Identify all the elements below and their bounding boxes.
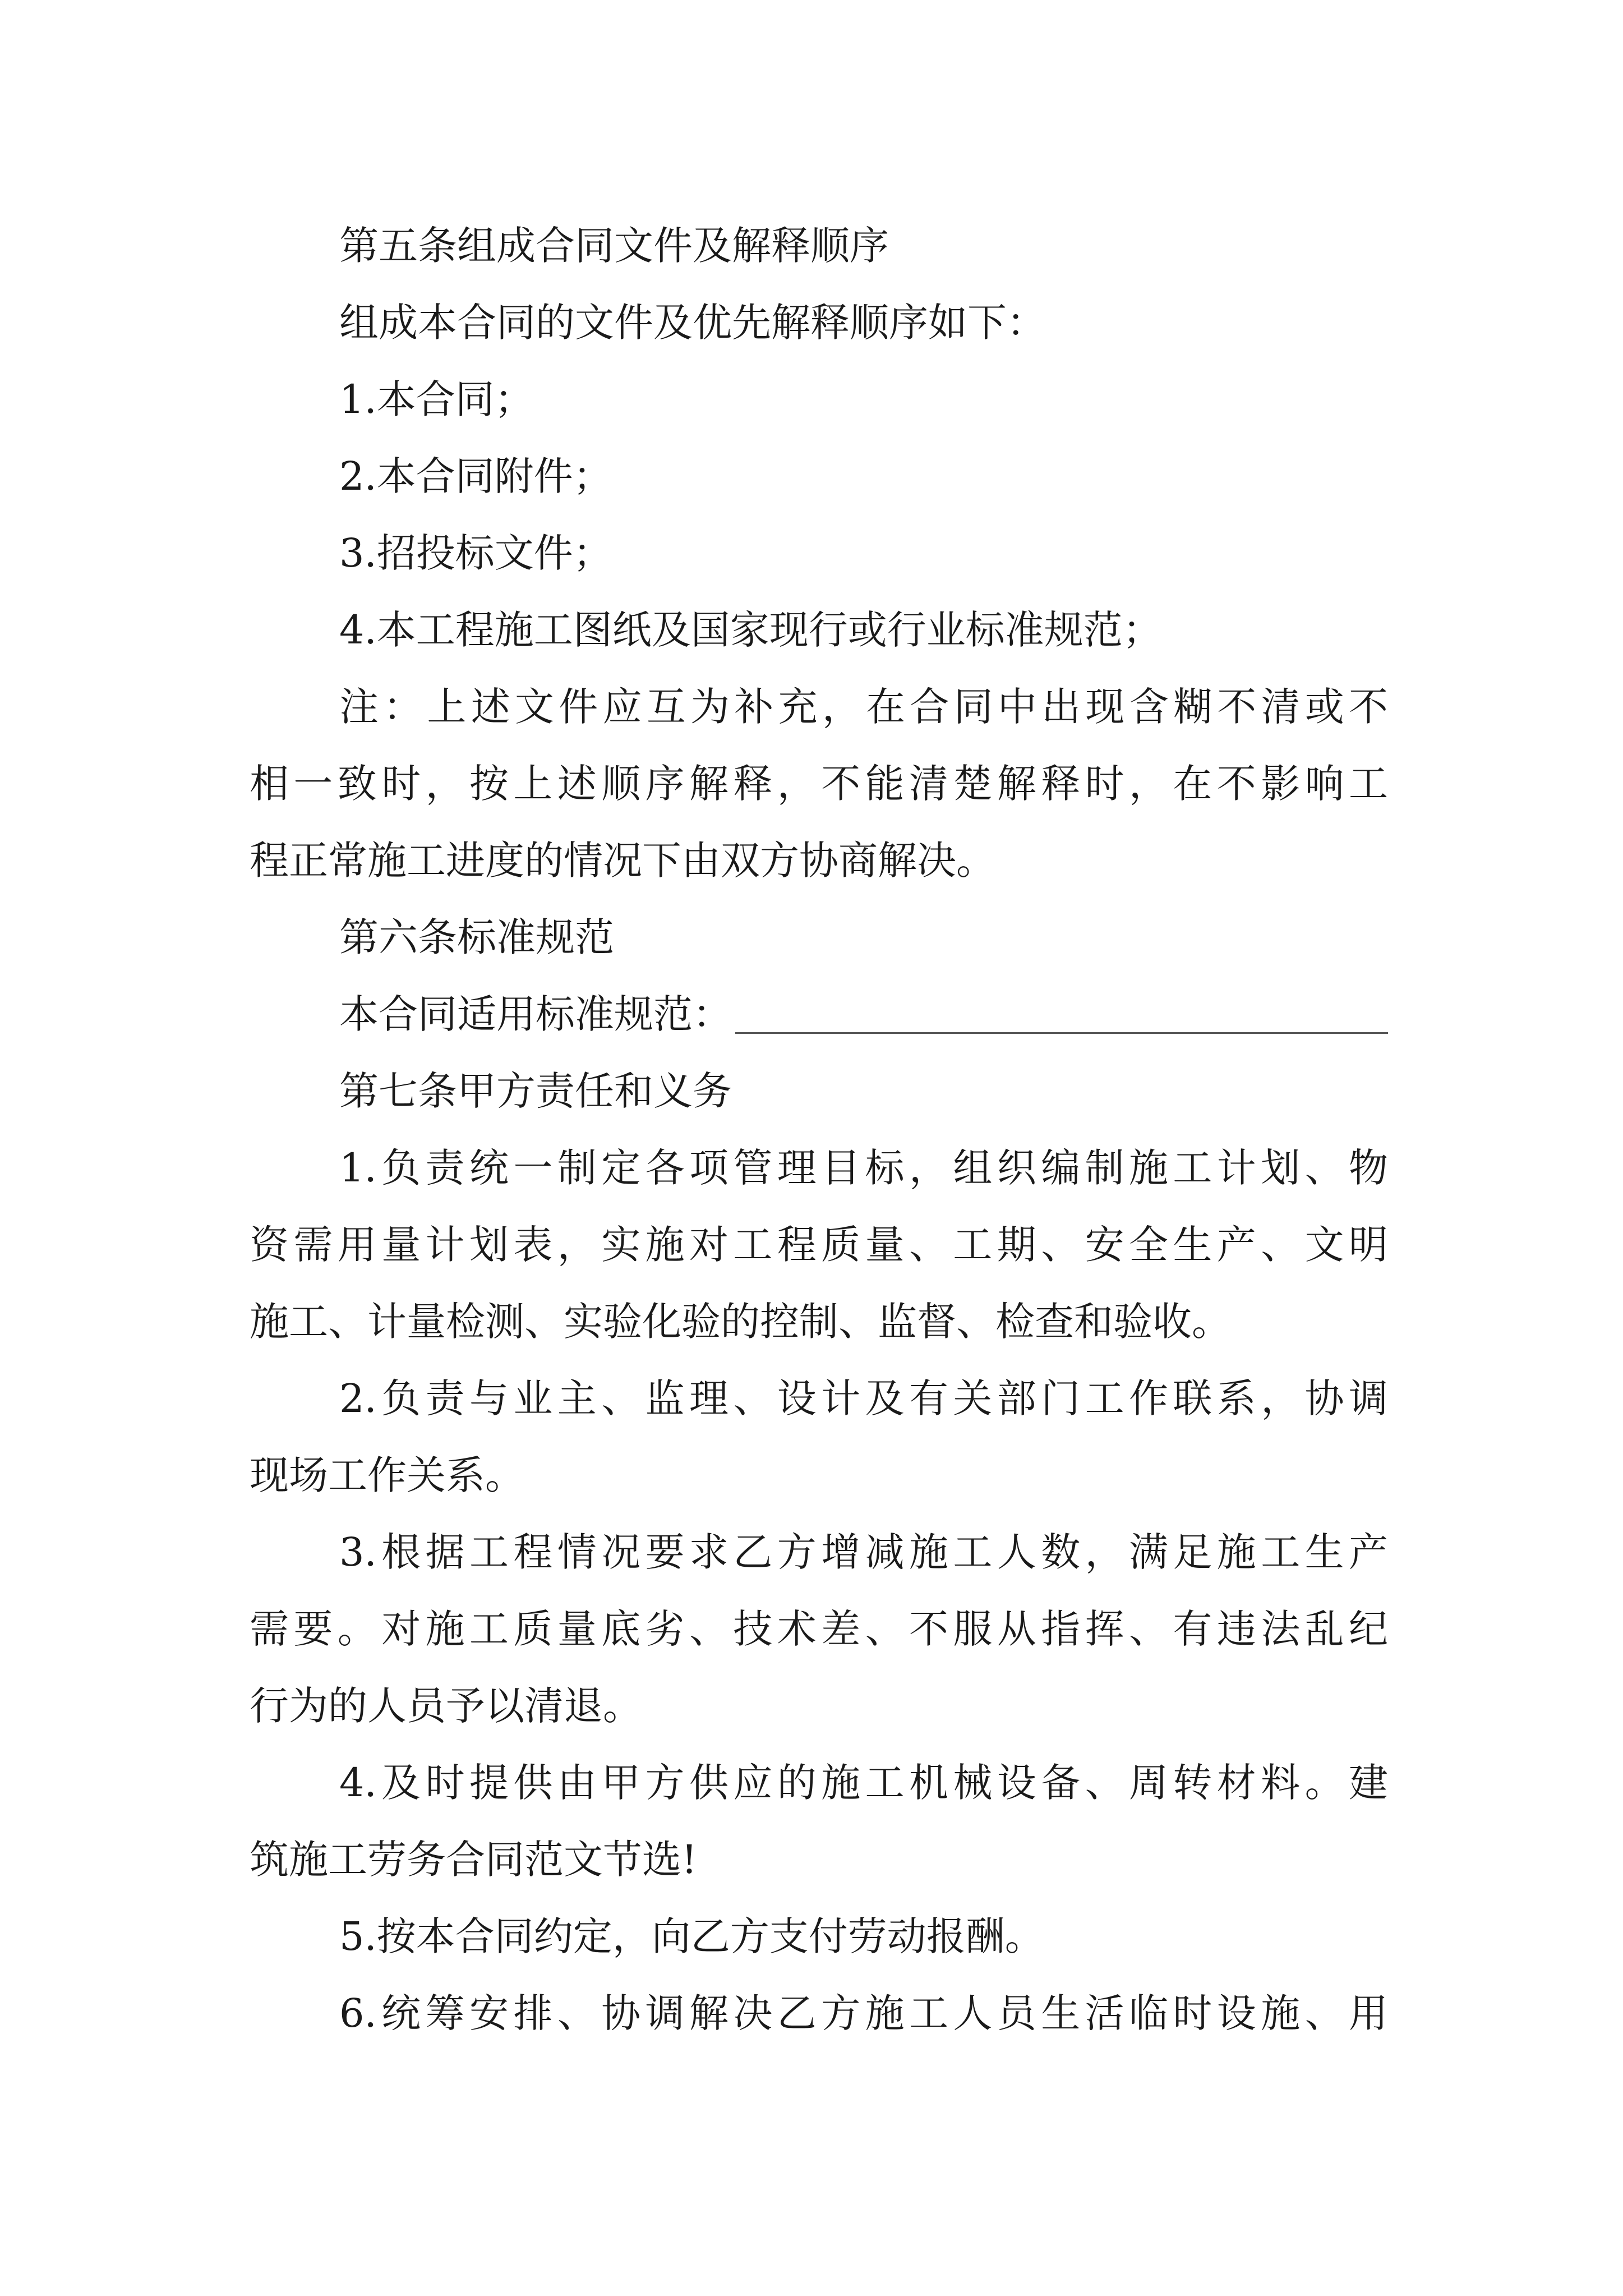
paragraph-line: 需要。对施工质量底劣、技术差、不服从指挥、有违法乱纪 <box>250 1606 1388 1652</box>
section-6-heading: 第六条标准规范 <box>339 914 614 960</box>
paragraph-line: 筑施工劳务合同范文节选! <box>250 1837 698 1883</box>
paragraph-line: 行为的人员予以清退。 <box>250 1683 642 1729</box>
paragraph-line: 组成本合同的文件及优先解释顺序如下： <box>339 300 1046 346</box>
paragraph-line: 2.负责与业主、监理、设计及有关部门工作联系，协调 <box>339 1375 1388 1421</box>
paragraph-line: 6.统筹安排、协调解决乙方施工人员生活临时设施、用 <box>339 1990 1388 2036</box>
note-line: 相一致时，按上述顺序解释，不能清楚解释时，在不影响工 <box>250 761 1388 807</box>
paragraph-line: 3.根据工程情况要求乙方增减施工人数，满足施工生产 <box>339 1529 1388 1575</box>
list-item: 4.本工程施工图纸及国家现行或行业标准规范； <box>339 607 1162 653</box>
standards-fill-blank <box>735 1032 1388 1034</box>
paragraph-line: 现场工作关系。 <box>250 1452 524 1498</box>
list-item: 2.本合同附件； <box>339 453 612 499</box>
paragraph-line: 施工、计量检测、实验化验的控制、监督、检查和验收。 <box>250 1299 1231 1345</box>
list-item: 1.本合同； <box>339 376 534 422</box>
note-line: 注：上述文件应互为补充，在合同中出现含糊不清或不 <box>339 684 1388 730</box>
paragraph-line: 资需用量计划表，实施对工程质量、工期、安全生产、文明 <box>250 1222 1388 1268</box>
note-line: 程正常施工进度的情况下由双方协商解决。 <box>250 838 995 884</box>
paragraph-line: 5.按本合同约定，向乙方支付劳动报酬。 <box>339 1913 1044 1959</box>
standards-row <box>250 976 1388 1053</box>
document-body <box>250 208 1388 2052</box>
standards-label: 本合同适用标准规范： <box>339 991 732 1037</box>
section-5-heading: 第五条组成合同文件及解释顺序 <box>339 223 889 269</box>
list-item: 3.招投标文件； <box>339 530 612 576</box>
paragraph-line: 4.及时提供由甲方供应的施工机械设备、周转材料。建 <box>339 1760 1388 1806</box>
paragraph-line: 1.负责统一制定各项管理目标，组织编制施工计划、物 <box>339 1145 1388 1191</box>
section-7-heading: 第七条甲方责任和义务 <box>339 1068 732 1114</box>
